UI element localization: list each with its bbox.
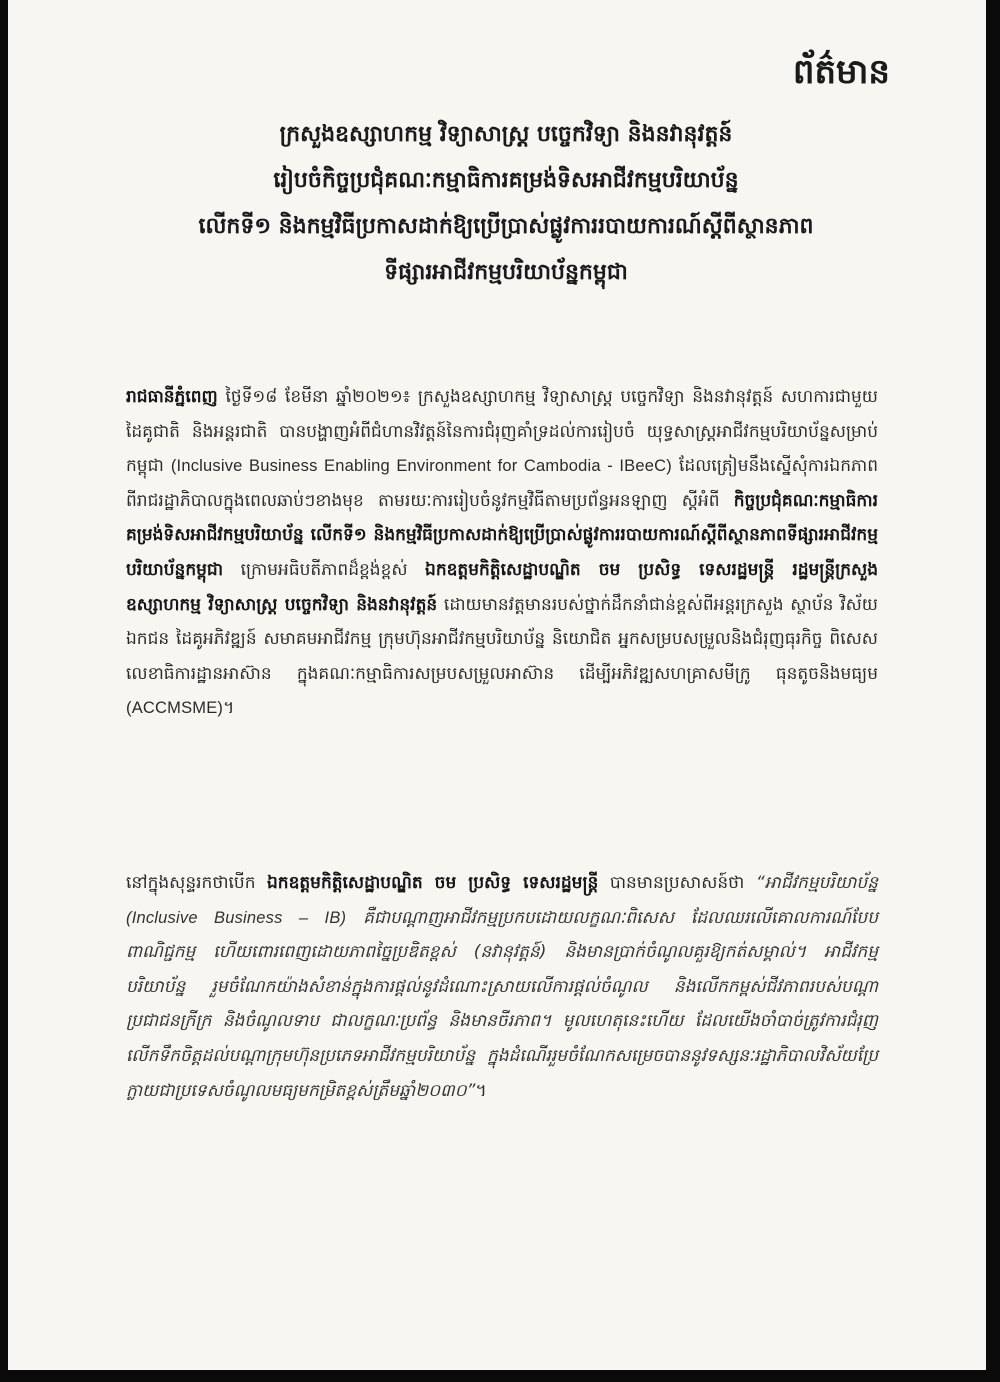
paragraph-text: នៅក្នុងសុន្ទរកថាបើក [126, 873, 267, 893]
sentence-end: ។ [475, 1080, 487, 1101]
committee-acronym: (ACCMSME) [126, 699, 224, 718]
event-name: កិច្ចប្រជុំគណៈកម្មាធិការគម្រង់ទិសអាជីវកម្មបរិយាប័ន្ន លើកទី១ និងកម្មវិធីប្រកាសដាក់ឱ្យប្រើប្រាស់ផ្លូវការរបាយការណ៍ស្តីពីស្ថានភាពទីផ្សារអាជីវកម្មបរិយាប័ន្នកម្ពុជា [126, 490, 878, 580]
minister-name: ឯកឧត្តមកិត្តិសេដ្ឋាបណ្ឌិត ចម ប្រសិទ្ធ ទេសរដ្ឋមន្ត្រី រដ្ឋមន្ត្រីក្រសួងឧស្សាហកម្ម វិទ្យាសាស្ត្រ បច្ចេកវិទ្យា និងនវានុវត្តន៍ [126, 559, 878, 615]
title-line: លើកទី១ និងកម្មវិធីប្រកាសដាក់ឱ្យប្រើប្រាស់ផ្លូវការរបាយការណ៍ស្តីពីស្ថានភាព [198, 214, 814, 239]
paragraph-text: ដោយមានវត្តមានរបស់ថ្នាក់ដឹកនាំជាន់ខ្ពស់ពីអន្តរក្រសួង ស្ថាប័ន វិស័យឯកជន ដៃគូអភិវឌ្ឍន៍ សមាគមអាជីវកម្ម ក្រុមហ៊ុនអាជីវកម្មបរិយាប័ន្ន និយោជិត អ្នកសម្របសម្រួលនិងជំរុញធុរកិច្ច ពិសេសលេខាធិការដ្ឋានអាស៊ាន ក្នុងគណៈកម្មាធិការសម្របសម្រួលអាស៊ាន ដើម្បីអភិវឌ្ឍសហគ្រាសមីក្រូ ធុនតូចនិងមធ្យម [126, 594, 878, 684]
paragraph-text: ថ្ងៃទី១៨ ខែមីនា ឆ្នាំ២០២១៖ ក្រសួងឧស្សាហកម្ម វិទ្យាសាស្ត្រ បច្ចេកវិទ្យា និងនវានុវត្តន៍ សហការជាមួយដៃគូជាតិ និងអន្តរជាតិ បានបង្ហាញអំពីជំហានវិវត្តន៍នៃការជំរុញគាំទ្រដល់ការរៀបចំ យុទ្ធសាស្ត្រអាជីវកម្មបរិយាប័ន្នសម្រាប់កម្ពុជា [126, 387, 878, 477]
quote-english-term: (Inclusive Business – IB) [126, 908, 347, 927]
paragraph-text: បានមានប្រសាសន៍ថា [598, 873, 756, 893]
paragraph-text: ក្រោមអធិបតីភាពដ៏ខ្ពង់ខ្ពស់ [223, 559, 426, 580]
title-line: រៀបចំកិច្ចប្រជុំគណៈកម្មាធិការគម្រង់ទិសអាជីវកម្មបរិយាប័ន្ន [273, 168, 739, 193]
dateline: រាជធានីភ្នំពេញ [126, 387, 218, 407]
paragraph-text: ដែលត្រៀមនឹងស្នើសុំការឯកភាពពីរាជរដ្ឋាភិបាលក្នុងពេលឆាប់ៗខាងមុខ តាមរយៈការរៀបចំនូវកម្មវិធីតាមប្រព័ន្ធអនឡាញ ស្តីអំពី [126, 456, 878, 511]
title-line: ទីផ្សារអាជីវកម្មបរិយាប័ន្នកម្ពុជា [384, 260, 628, 285]
quote-text: “អាជីវកម្មបរិយាប័ន្ន [755, 873, 878, 893]
document-heading: ព័ត៌មាន [792, 52, 890, 92]
program-name-english: (Inclusive Business Enabling Environment for Cambodia - IBeeC) [170, 457, 672, 476]
press-release-title [126, 112, 886, 296]
sentence-end: ។ [223, 698, 235, 719]
title-line: ក្រសួងឧស្សាហកម្ម វិទ្យាសាស្ត្រ បច្ចេកវិទ្យា និងនវានុវត្តន៍ [279, 122, 733, 147]
body-paragraph-1 [126, 380, 878, 726]
quote-text: គឺជាបណ្តាញអាជីវកម្មប្រកបដោយលក្ខណៈពិសេស ដែលឈរលើគោលការណ៍បែបពាណិជ្ជកម្ម ហើយពោរពេញដោយភាពច្នៃប្រឌិតខ្ពស់ (នវានុវត្តន៍) និងមានប្រាក់ចំណូលគួរឱ្យកត់សម្គាល់។ អាជីវកម្មបរិយាប័ន្ន រួមចំណែកយ៉ាងសំខាន់ក្នុងការផ្តល់នូវដំណោះស្រាយលើការផ្តល់ចំណូល និងលើកកម្ពស់ជីវភាពរបស់បណ្តាប្រជាជនក្រីក្រ និងចំណូលទាប ជាលក្ខណៈប្រព័ន្ធ និងមានចីរភាព។ មូលហេតុនេះហើយ ដែលយើងចាំបាច់ត្រូវការជំរុញលើកទឹកចិត្តដល់បណ្តាក្រុមហ៊ុនប្រភេទអាជីវកម្មបរិយាប័ន្ន ក្នុងដំណើររួមចំណែកសម្រេចបាននូវទស្សនៈរដ្ឋាភិបាលវិស័យប្រែក្លាយជាប្រទេសចំណូលមធ្យមកម្រិតខ្ពស់ត្រឹមឆ្នាំ២០៣០” [126, 907, 879, 1101]
body-paragraph-2 [126, 866, 878, 1108]
speech-quote [126, 873, 878, 1101]
document-page [8, 0, 986, 1370]
minister-name: ឯកឧត្តមកិត្តិសេដ្ឋាបណ្ឌិត ចម ប្រសិទ្ធ ទេសរដ្ឋមន្ត្រី [267, 873, 599, 893]
